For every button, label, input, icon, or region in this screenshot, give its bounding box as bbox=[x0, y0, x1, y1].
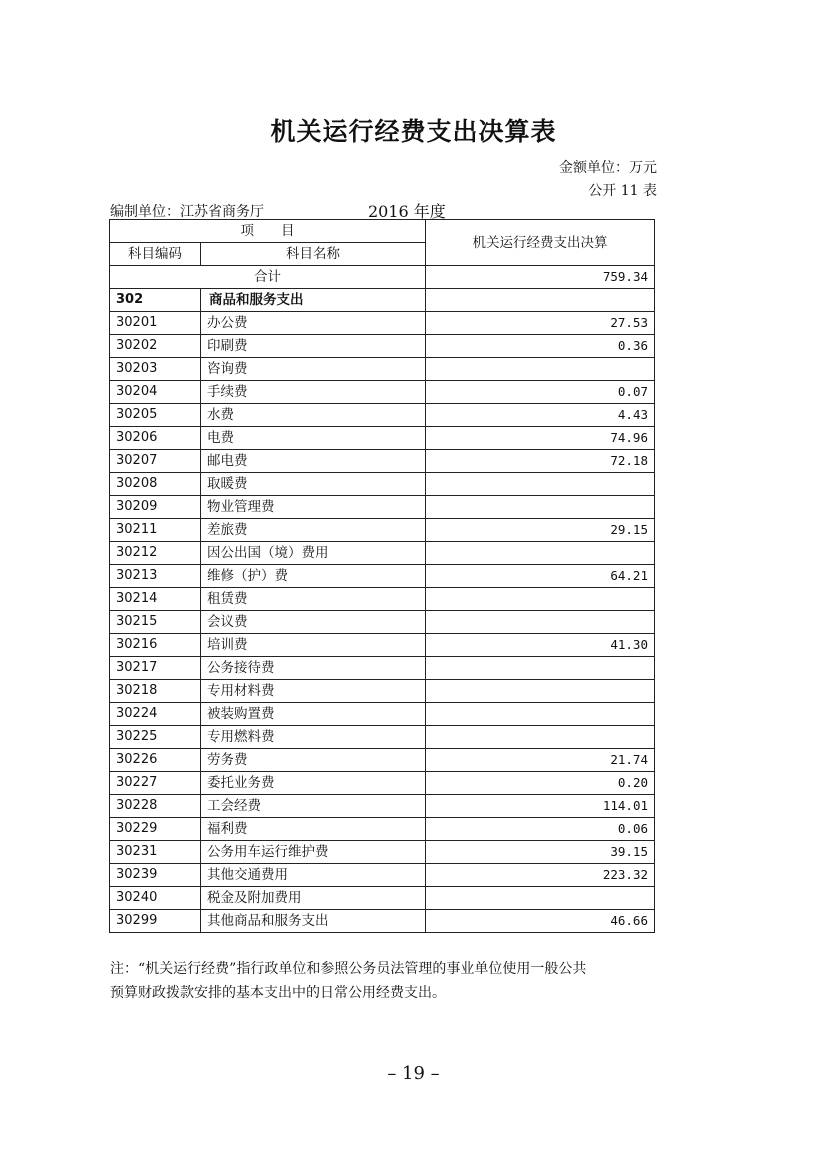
table-row bbox=[110, 381, 655, 404]
compiling-unit: 编制单位：江苏省商务厅 bbox=[110, 204, 264, 220]
row-value: 64.21 bbox=[426, 565, 655, 588]
fiscal-year: 2016 年度 bbox=[368, 202, 446, 221]
row-name: 物业管理费 bbox=[201, 496, 426, 519]
row-code: 30201 bbox=[110, 312, 201, 335]
footnote-line-2: 预算财政拨款安排的基本支出中的日常公用经费支出。 bbox=[110, 985, 446, 1001]
category-row bbox=[110, 289, 655, 312]
row-name: 被装购置费 bbox=[201, 703, 426, 726]
row-name: 水费 bbox=[201, 404, 426, 427]
table-row bbox=[110, 910, 655, 933]
row-code: 30209 bbox=[110, 496, 201, 519]
row-code: 30240 bbox=[110, 887, 201, 910]
row-name: 委托业务费 bbox=[201, 772, 426, 795]
table-row bbox=[110, 427, 655, 450]
row-name: 印刷费 bbox=[201, 335, 426, 358]
row-code: 30224 bbox=[110, 703, 201, 726]
table-row bbox=[110, 519, 655, 542]
table-row bbox=[110, 542, 655, 565]
category-name: 商品和服务支出 bbox=[201, 289, 426, 312]
table-row bbox=[110, 864, 655, 887]
row-code: 30231 bbox=[110, 841, 201, 864]
row-code: 30227 bbox=[110, 772, 201, 795]
row-name: 公务用车运行维护费 bbox=[201, 841, 426, 864]
table-row bbox=[110, 450, 655, 473]
row-value: 27.53 bbox=[426, 312, 655, 335]
table-row bbox=[110, 726, 655, 749]
row-value bbox=[426, 680, 655, 703]
row-value: 29.15 bbox=[426, 519, 655, 542]
row-value bbox=[426, 887, 655, 910]
row-name: 因公出国（境）费用 bbox=[201, 542, 426, 565]
total-label: 合计 bbox=[110, 266, 426, 289]
amount-unit: 金额单位：万元 bbox=[559, 160, 657, 176]
row-value: 21.74 bbox=[426, 749, 655, 772]
table-row bbox=[110, 703, 655, 726]
table-row bbox=[110, 634, 655, 657]
table-row bbox=[110, 312, 655, 335]
row-code: 30299 bbox=[110, 910, 201, 933]
row-code: 30228 bbox=[110, 795, 201, 818]
header-item: 项 目 bbox=[110, 220, 426, 243]
category-code: 302 bbox=[110, 289, 201, 312]
row-name: 其他商品和服务支出 bbox=[201, 910, 426, 933]
row-value: 72.18 bbox=[426, 450, 655, 473]
header-name: 科目名称 bbox=[201, 243, 426, 266]
table-row bbox=[110, 565, 655, 588]
row-value bbox=[426, 726, 655, 749]
row-value: 0.06 bbox=[426, 818, 655, 841]
row-code: 30211 bbox=[110, 519, 201, 542]
row-value: 4.43 bbox=[426, 404, 655, 427]
row-name: 办公费 bbox=[201, 312, 426, 335]
footnote-line-1: 注：“机关运行经费”指行政单位和参照公务员法管理的事业单位使用一般公共 bbox=[110, 961, 587, 977]
row-name: 维修（护）费 bbox=[201, 565, 426, 588]
row-code: 30207 bbox=[110, 450, 201, 473]
table-row bbox=[110, 795, 655, 818]
row-code: 30212 bbox=[110, 542, 201, 565]
table-row bbox=[110, 887, 655, 910]
row-name: 取暖费 bbox=[201, 473, 426, 496]
row-code: 30206 bbox=[110, 427, 201, 450]
row-name: 其他交通费用 bbox=[201, 864, 426, 887]
row-code: 30216 bbox=[110, 634, 201, 657]
row-value bbox=[426, 703, 655, 726]
row-name: 差旅费 bbox=[201, 519, 426, 542]
row-value bbox=[426, 473, 655, 496]
header-code: 科目编码 bbox=[110, 243, 201, 266]
row-code: 30204 bbox=[110, 381, 201, 404]
row-code: 30225 bbox=[110, 726, 201, 749]
footnote bbox=[110, 957, 670, 1005]
row-value: 41.30 bbox=[426, 634, 655, 657]
row-name: 劳务费 bbox=[201, 749, 426, 772]
row-name: 手续费 bbox=[201, 381, 426, 404]
row-value: 0.07 bbox=[426, 381, 655, 404]
row-name: 会议费 bbox=[201, 611, 426, 634]
row-value: 46.66 bbox=[426, 910, 655, 933]
table-header-row bbox=[110, 220, 655, 243]
table-row bbox=[110, 680, 655, 703]
table-row bbox=[110, 335, 655, 358]
table-row bbox=[110, 358, 655, 381]
row-value: 114.01 bbox=[426, 795, 655, 818]
total-value: 759.34 bbox=[426, 266, 655, 289]
row-value bbox=[426, 496, 655, 519]
row-name: 租赁费 bbox=[201, 588, 426, 611]
row-code: 30215 bbox=[110, 611, 201, 634]
row-code: 30229 bbox=[110, 818, 201, 841]
row-value bbox=[426, 358, 655, 381]
table-row bbox=[110, 496, 655, 519]
table-row bbox=[110, 473, 655, 496]
row-code: 30217 bbox=[110, 657, 201, 680]
row-value: 74.96 bbox=[426, 427, 655, 450]
row-value: 223.32 bbox=[426, 864, 655, 887]
row-name: 培训费 bbox=[201, 634, 426, 657]
row-code: 30214 bbox=[110, 588, 201, 611]
table-row bbox=[110, 404, 655, 427]
row-code: 30218 bbox=[110, 680, 201, 703]
row-code: 30205 bbox=[110, 404, 201, 427]
row-value bbox=[426, 657, 655, 680]
row-value bbox=[426, 542, 655, 565]
expenditure-table bbox=[109, 219, 655, 933]
row-name: 工会经费 bbox=[201, 795, 426, 818]
row-name: 邮电费 bbox=[201, 450, 426, 473]
row-value: 0.20 bbox=[426, 772, 655, 795]
row-name: 公务接待费 bbox=[201, 657, 426, 680]
row-name: 电费 bbox=[201, 427, 426, 450]
page-number: – 19 – bbox=[387, 1063, 440, 1084]
row-code: 30239 bbox=[110, 864, 201, 887]
row-name: 咨询费 bbox=[201, 358, 426, 381]
table-row bbox=[110, 818, 655, 841]
table-row bbox=[110, 772, 655, 795]
table-row bbox=[110, 657, 655, 680]
row-name: 福利费 bbox=[201, 818, 426, 841]
row-code: 30208 bbox=[110, 473, 201, 496]
row-name: 税金及附加费用 bbox=[201, 887, 426, 910]
form-number: 公开 11 表 bbox=[588, 183, 657, 199]
row-code: 30202 bbox=[110, 335, 201, 358]
row-name: 专用材料费 bbox=[201, 680, 426, 703]
row-value: 39.15 bbox=[426, 841, 655, 864]
category-value bbox=[426, 289, 655, 312]
row-value bbox=[426, 588, 655, 611]
row-value: 0.36 bbox=[426, 335, 655, 358]
row-name: 专用燃料费 bbox=[201, 726, 426, 749]
row-code: 30226 bbox=[110, 749, 201, 772]
header-amount: 机关运行经费支出决算 bbox=[426, 220, 655, 266]
table-row bbox=[110, 841, 655, 864]
row-code: 30203 bbox=[110, 358, 201, 381]
table-row bbox=[110, 611, 655, 634]
row-code: 30213 bbox=[110, 565, 201, 588]
table-row bbox=[110, 588, 655, 611]
table-row bbox=[110, 749, 655, 772]
row-value bbox=[426, 611, 655, 634]
page-title: 机关运行经费支出决算表 bbox=[270, 117, 557, 146]
total-row bbox=[110, 266, 655, 289]
